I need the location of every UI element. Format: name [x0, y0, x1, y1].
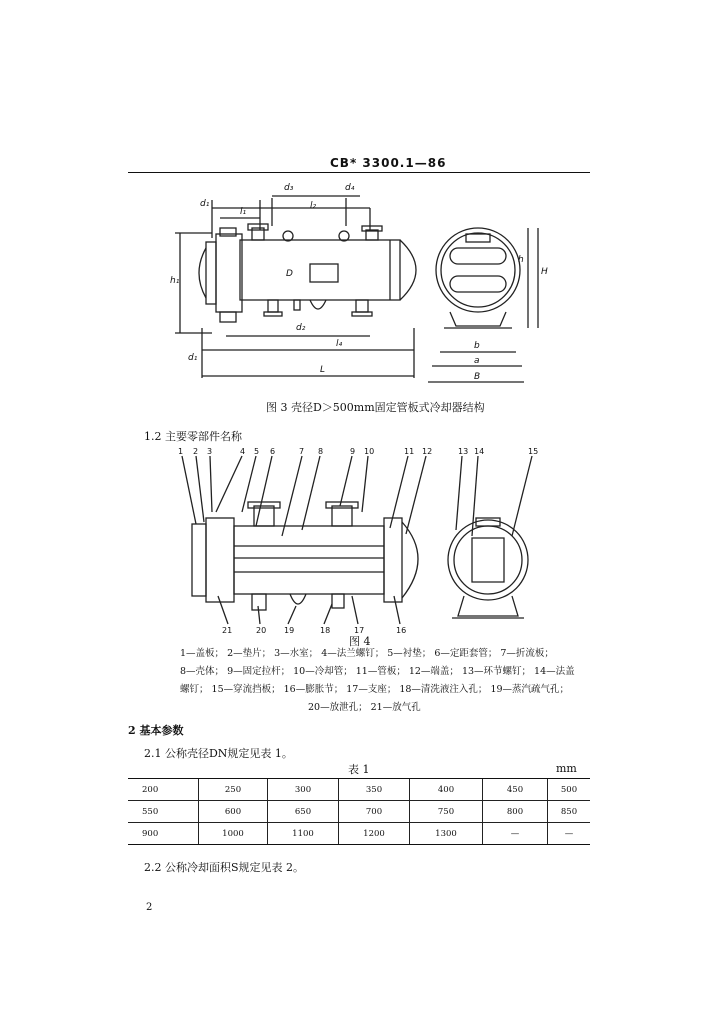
- fig4-callout-2: 2: [193, 447, 199, 456]
- fig3-label-d1: d₁: [200, 199, 210, 209]
- table-row: [128, 779, 590, 801]
- fig4-callout-9: 9: [350, 447, 356, 456]
- fig3-label-D: D: [286, 269, 293, 279]
- figure-3-drawing: [160, 178, 560, 393]
- table-cell: 300: [268, 779, 339, 801]
- fig4-callout-4: 4: [240, 447, 246, 456]
- table-1: [128, 778, 590, 845]
- page-number: 2: [146, 902, 153, 913]
- fig3-label-l4: l₄: [336, 339, 343, 349]
- section-1-2-heading: 1.2 主要零部件名称: [144, 430, 242, 443]
- fig3-label-H: H: [541, 267, 548, 277]
- fig4-callout-12: 12: [422, 447, 433, 456]
- fig4-callout-16: 16: [396, 626, 407, 635]
- table-cell: 500: [548, 779, 591, 801]
- table-cell: 900: [128, 823, 199, 845]
- paragraph-2-1: 2.1 公称壳径DN规定见表 1。: [144, 747, 293, 760]
- table-cell: 1000: [199, 823, 268, 845]
- fig4-callout-15: 15: [528, 447, 539, 456]
- fig4-callout-5: 5: [254, 447, 260, 456]
- fig3-label-B: B: [474, 372, 481, 382]
- fig3-label-b: b: [474, 341, 480, 351]
- fig4-callout-18: 18: [320, 626, 331, 635]
- table-cell: 550: [128, 801, 199, 823]
- table-1-unit: mm: [556, 762, 577, 775]
- figure-4-caption: 图 4: [349, 635, 371, 648]
- table-cell: 1300: [410, 823, 483, 845]
- table-cell: 750: [410, 801, 483, 823]
- table-cell: 650: [268, 801, 339, 823]
- fig4-callout-19: 19: [284, 626, 295, 635]
- table-cell: 800: [483, 801, 548, 823]
- legend-line-4: 20—放泄孔； 21—放气孔: [308, 702, 421, 713]
- fig3-label-d2: d₂: [296, 323, 306, 333]
- table-cell: 850: [548, 801, 591, 823]
- figure-3-caption: 图 3 壳径D＞500mm固定管板式冷却器结构: [266, 401, 485, 414]
- fig4-callout-14: 14: [474, 447, 485, 456]
- fig3-label-dL: d₁: [188, 353, 198, 363]
- table-cell: 1100: [268, 823, 339, 845]
- fig3-label-d3: d₃: [284, 183, 294, 193]
- fig4-callout-10: 10: [364, 447, 375, 456]
- table-1-title: 表 1: [348, 763, 370, 776]
- figure-4-drawing: [172, 446, 548, 636]
- fig4-callout-21: 21: [222, 626, 233, 635]
- table-cell: 350: [339, 779, 410, 801]
- section-2-heading: 2 基本参数: [128, 724, 184, 737]
- table-cell: 700: [339, 801, 410, 823]
- fig3-label-h: h: [518, 255, 524, 265]
- paragraph-2-2: 2.2 公称冷却面积S规定见表 2。: [144, 861, 305, 874]
- table-cell: 450: [483, 779, 548, 801]
- fig4-callout-8: 8: [318, 447, 324, 456]
- fig4-callout-20: 20: [256, 626, 267, 635]
- table-cell: 200: [142, 784, 159, 795]
- table-cell: 400: [410, 779, 483, 801]
- table-cell: 1200: [339, 823, 410, 845]
- fig3-label-d4: d₄: [345, 183, 355, 193]
- fig4-callout-3: 3: [207, 447, 213, 456]
- fig4-callout-11: 11: [404, 447, 415, 456]
- fig3-label-l1: l₁: [240, 207, 247, 217]
- fig4-callout-1: 1: [178, 447, 184, 456]
- fig3-label-h1: h₁: [170, 276, 180, 286]
- fig3-label-a: a: [474, 356, 480, 366]
- table-cell: 600: [199, 801, 268, 823]
- fig4-callout-7: 7: [299, 447, 305, 456]
- legend-line-2: 8—壳体； 9—固定拉杆； 10—冷却管； 11—管板； 12—端盖； 13—环节螺钉； 14—法盖: [180, 666, 575, 677]
- table-row: [128, 823, 590, 845]
- legend-line-3: 螺钉； 15—穿流挡板； 16—膨胀节； 17—支座； 18—清洗液注入孔； 19—蒸汽疏气孔；: [180, 684, 570, 695]
- fig3-label-L: L: [320, 365, 326, 375]
- table-cell: —: [548, 823, 591, 845]
- figure-4-legend: [180, 645, 580, 717]
- header-rule: [128, 172, 590, 173]
- fig3-label-l2: l₂: [310, 201, 317, 211]
- table-cell: —: [483, 823, 548, 845]
- table-row: [128, 801, 590, 823]
- fig4-callout-6: 6: [270, 447, 276, 456]
- fig4-callout-17: 17: [354, 626, 365, 635]
- fig4-callout-13: 13: [458, 447, 469, 456]
- table-cell: 250: [199, 779, 268, 801]
- legend-line-1: 1—盖板； 2—垫片； 3—水室； 4—法兰螺钉； 5—衬垫； 6—定距套管； 7—折流板；: [180, 648, 554, 659]
- document-header: CB* 3300.1—86: [330, 156, 447, 170]
